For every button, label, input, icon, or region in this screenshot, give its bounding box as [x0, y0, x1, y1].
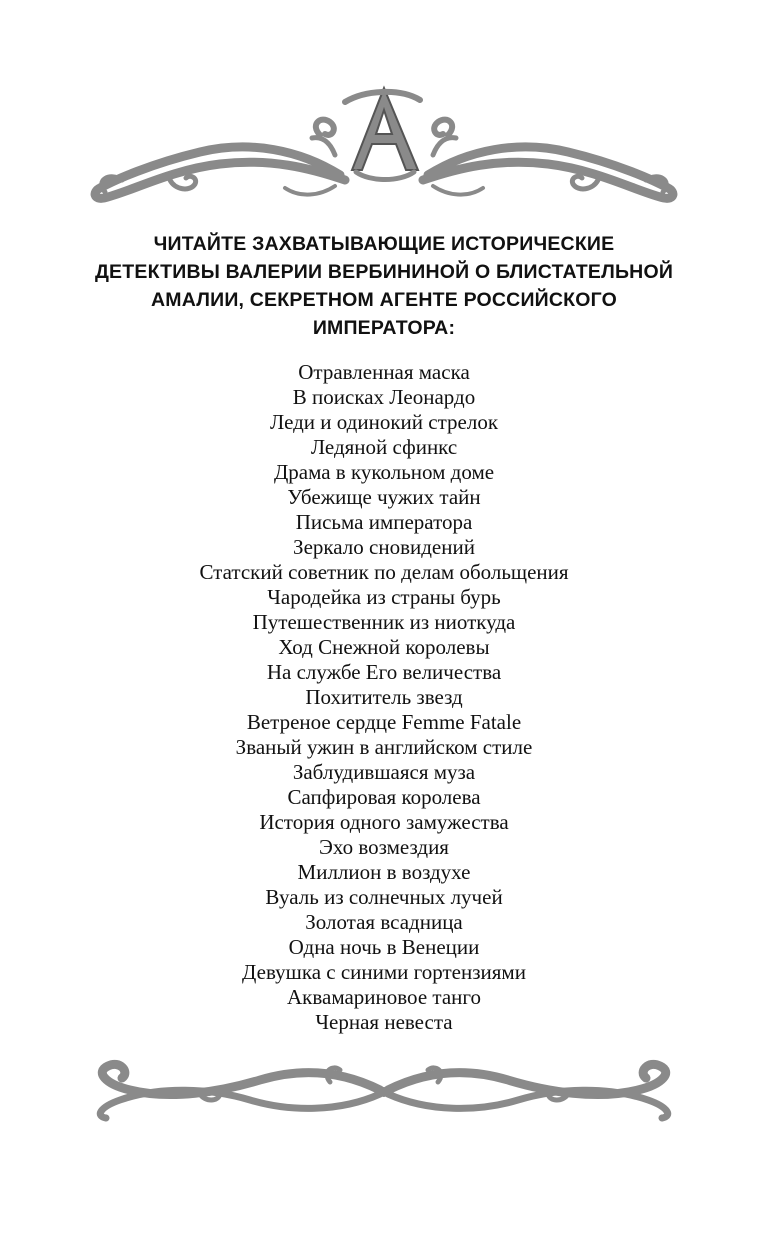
bottom-ornament	[0, 1050, 768, 1130]
book-title: Аквамариновое танго	[287, 985, 481, 1009]
book-title: Зеркало сновидений	[293, 535, 475, 559]
heading-line: ЧИТАЙТЕ ЗАХВАТЫВАЮЩИЕ ИСТОРИЧЕСКИЕ	[153, 233, 615, 255]
book-title: Чародейка из страны бурь	[267, 585, 501, 609]
book-title: Леди и одинокий стрелок	[269, 410, 499, 434]
book-title: Черная невеста	[315, 1010, 453, 1034]
series-heading	[60, 230, 708, 342]
book-title: Ход Снежной королевы	[278, 635, 490, 659]
book-title: Письма императора	[295, 510, 473, 534]
book-title: На службе Его величества	[266, 660, 502, 684]
book-title: Ледяной сфинкс	[310, 435, 458, 459]
book-title: Заблудившаяся муза	[292, 760, 476, 784]
heading-line: АМАЛИИ, СЕКРЕТНОМ АГЕНТЕ РОССИЙСКОГО	[150, 289, 617, 311]
book-titles-list	[60, 360, 708, 1035]
book-title: Вуаль из солнечных лучей	[265, 885, 503, 909]
book-title: Ветреное сердце Femme Fatale	[246, 710, 522, 734]
top-ornament	[0, 80, 768, 210]
book-title: Миллион в воздухе	[297, 860, 471, 884]
book-title: Убежище чужих тайн	[287, 485, 481, 509]
book-title: Одна ночь в Венеции	[288, 935, 480, 959]
book-title: Эхо возмездия	[319, 835, 449, 859]
book-title: Статский советник по делам обольщения	[199, 560, 569, 584]
book-title: Драма в кукольном доме	[273, 460, 495, 484]
book-title: История одного замужества	[259, 810, 509, 834]
book-title: Званый ужин в английском стиле	[235, 735, 533, 759]
book-title: Похититель звезд	[305, 685, 463, 709]
book-title: Золотая всадница	[305, 910, 463, 934]
book-title: Путешественник из ниоткуда	[252, 610, 516, 634]
book-title: В поисках Леонардо	[292, 385, 476, 409]
book-title: Сапфировая королева	[287, 785, 481, 809]
book-title: Отравленная маска	[298, 360, 470, 384]
heading-line: ДЕТЕКТИВЫ ВАЛЕРИИ ВЕРБИНИНОЙ О БЛИСТАТЕЛЬНОЙ	[94, 261, 674, 283]
book-title: Девушка с синими гортензиями	[242, 960, 526, 984]
heading-line: ИМПЕРАТОРА:	[312, 317, 456, 339]
